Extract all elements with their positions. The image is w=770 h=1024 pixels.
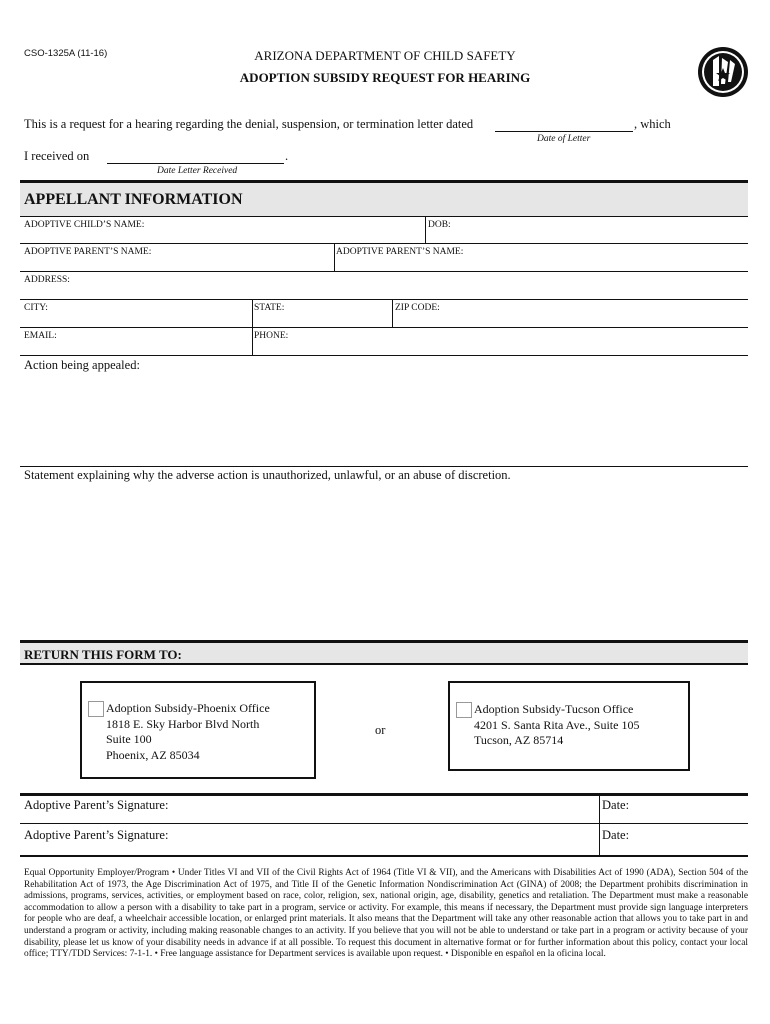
tucson-office-line1: 4201 S. Santa Rita Ave., Suite 105 [474, 717, 640, 732]
date-received-caption: Date Letter Received [157, 166, 238, 176]
action-appealed-textarea[interactable] [20, 374, 748, 464]
statement-label: Statement explaining why the adverse action is unauthorized, unlawful, or an abuse of discretion. [24, 468, 511, 482]
phoenix-office-name: Adoption Subsidy-Phoenix Office [106, 701, 270, 715]
parent2-name-field[interactable]: ADOPTIVE PARENT’S NAME: [336, 247, 464, 257]
dcs-seal-icon [697, 46, 749, 98]
phoenix-office-line1: 1818 E. Sky Harbor Blvd North [106, 716, 260, 731]
tucson-office-name: Adoption Subsidy-Tucson Office [474, 702, 634, 716]
return-heading: RETURN THIS FORM TO: [24, 647, 182, 662]
phoenix-office-line2: Suite 100 [106, 732, 152, 746]
date-of-letter-caption: Date of Letter [537, 134, 591, 144]
equal-opportunity-notice: Equal Opportunity Employer/Program • Under Titles VI and VII of the Civil Rights Act of 1964 (Title VI & VII), and the Americans with Disabilities Act of 1990 (ADA), Section 504 of the Rehabilitation Act of 1973, the Age Discrimination Act of 1975, and Title II of the Genetic Information Nondiscrimination Act (GINA) of 2008; the Department prohibits discrimination in admissions, programs, services, activities, or employment based on race, color, religion, sex, national origin, age, disability, genetics and retaliation. The Department must make a reasonable accommodation to allow a person with a disability to take part in a program, service or activity. For example, this means if necessary, the Department must provide sign language interpreters for people who are deaf, a wheelchair accessible location, or enlarged print materials. It also means that the Department will take any other reasonable action that allows you to take part in and understand a program or activity, including making reasonable changes to an activity. If you believe that you will not be able to understand or take part in a program or activity because of your disability, please let us know of your disability needs in advance if at all possible. To request this document in alternative format or for further information about this policy, contact your local office; TTY/TDD Services: 7-1-1. • Free language assistance for Department services is available upon request. • Disponible en español en la oficina local. [24, 868, 748, 960]
parent1-name-field[interactable]: ADOPTIVE PARENT’S NAME: [24, 247, 152, 257]
email-field[interactable]: EMAIL: [24, 331, 57, 341]
intro-line-2-suffix: . [285, 149, 289, 163]
city-field[interactable]: CITY: [24, 303, 48, 313]
signature-2-field[interactable]: Adoptive Parent’s Signature: [24, 828, 169, 842]
tucson-office-checkbox[interactable] [456, 702, 472, 718]
statement-textarea[interactable] [20, 484, 748, 634]
phoenix-office-line3: Phoenix, AZ 85034 [106, 747, 200, 762]
dob-field[interactable]: DOB: [428, 220, 451, 230]
date-of-letter-field[interactable] [495, 117, 633, 132]
intro-line-2: I received on [24, 149, 90, 163]
action-appealed-label: Action being appealed: [24, 358, 140, 372]
intro-line-1-suffix: , which [634, 117, 671, 131]
date-1-field[interactable]: Date: [602, 798, 630, 812]
appellant-heading: APPELLANT INFORMATION [24, 191, 243, 208]
agency-name: ARIZONA DEPARTMENT OF CHILD SAFETY [254, 48, 516, 63]
date-2-field[interactable]: Date: [602, 828, 630, 842]
state-field[interactable]: STATE: [254, 303, 285, 313]
form-code: CSO-1325A (11-16) [24, 48, 108, 59]
page-title: ADOPTION SUBSIDY REQUEST FOR HEARING [239, 70, 531, 85]
child-name-field[interactable]: ADOPTIVE CHILD’S NAME: [24, 220, 145, 230]
or-text: or [375, 723, 386, 737]
zip-field[interactable]: ZIP CODE: [395, 303, 440, 313]
phone-field[interactable]: PHONE: [254, 331, 289, 341]
signature-1-field[interactable]: Adoptive Parent’s Signature: [24, 798, 169, 812]
address-field[interactable]: ADDRESS: [24, 275, 70, 285]
phoenix-office-checkbox[interactable] [88, 701, 104, 717]
intro-line-1: This is a request for a hearing regarding the denial, suspension, or termination letter dated [24, 117, 474, 131]
return-section-header [20, 640, 748, 665]
tucson-office-line2: Tucson, AZ 85714 [474, 733, 564, 747]
tucson-office-address [474, 702, 639, 749]
phoenix-office-address [106, 701, 270, 763]
date-received-field[interactable] [107, 149, 284, 164]
appellant-section-header [20, 180, 748, 217]
